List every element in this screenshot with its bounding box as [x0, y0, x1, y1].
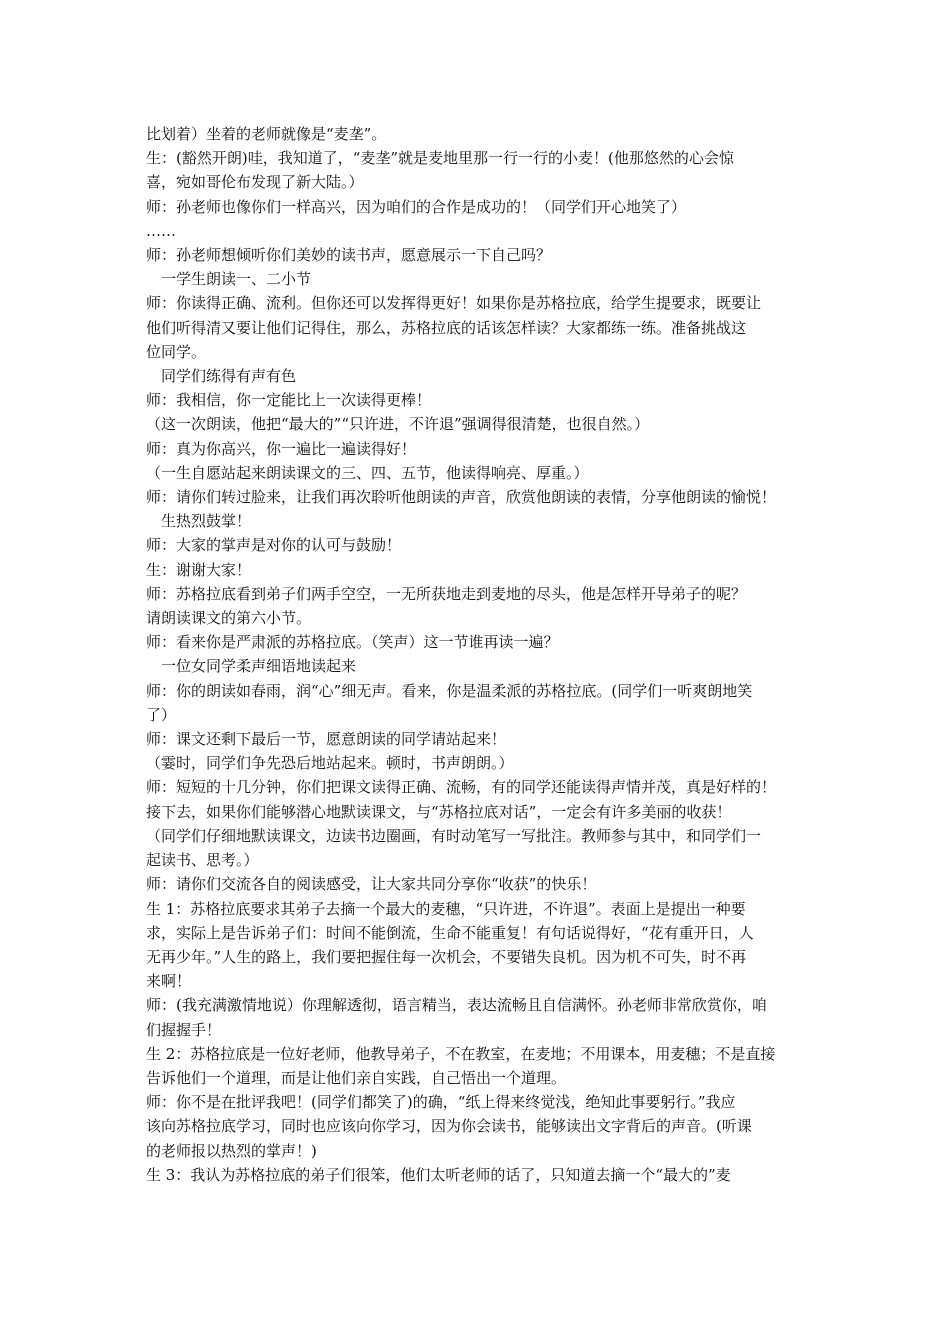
text-line: 生：(豁然开朗)哇，我知道了，“麦垄”就是麦地里那一行一行的小麦！(他那悠然的心会惊 [146, 149, 734, 168]
text-line: 生 3：我认为苏格拉底的弟子们很笨，他们太听老师的话了，只知道去摘一个“最大的”麦 [146, 1165, 731, 1184]
text-line: 师：课文还剩下最后一节，愿意朗读的同学请站起来！ [146, 730, 507, 749]
text-line: （同学们仔细地默读课文，边读书边圈画，有时动笔写一写批注。教师参与其中，和同学们一 [146, 826, 762, 845]
text-line: 师：真为你高兴，你一遍比一遍读得好！ [146, 439, 417, 458]
text-line: 师：短短的十几分钟，你们把课文读得正确、流畅，有的同学还能读得声情并茂，真是好样的！ [146, 778, 777, 797]
text-line: 师：孙老师想倾听你们美妙的读书声，愿意展示一下自己吗？ [146, 246, 552, 265]
text-line: 师：看来你是严肃派的苏格拉底。（笑声）这一节谁再读一遍？ [146, 633, 559, 652]
text-line: 师：你的朗读如春雨，润“心”细无声。看来，你是温柔派的苏格拉底。(同学们一听爽朗地笑 [146, 681, 753, 700]
text-line: 起读书、思考。） [146, 851, 259, 870]
text-line: 生 2：苏格拉底是一位好老师，他教导弟子，不在教室，在麦地；不用课本，用麦穗；不是直接 [146, 1044, 776, 1063]
text-line: 师：苏格拉底看到弟子们两手空空，一无所获地走到麦地的尽头，他是怎样开导弟子的呢？ [146, 584, 747, 603]
text-line: 告诉他们一个道理，而是让他们亲自实践，自己悟出一个道理。 [146, 1068, 567, 1087]
text-line: 一位女同学柔声细语地读起来 [161, 657, 357, 676]
text-line: 师：请你们转过脸来，让我们再次聆听他朗读的声音，欣赏他朗读的表情，分享他朗读的愉悦！ [146, 488, 777, 507]
text-line: 无再少年。”人生的路上，我们要把握住每一次机会，不要错失良机。因为机不可失，时不再 [146, 947, 747, 966]
text-line: 请朗读课文的第六小节。 [146, 609, 312, 628]
text-line: 了） [146, 705, 177, 724]
text-line: 生：谢谢大家！ [146, 560, 252, 579]
text-line: 求，实际上是告诉弟子们：时间不能倒流，生命不能重复！有句话说得好，“花有重开日，人 [146, 923, 754, 942]
text-line: （霎时，同学们争先恐后地站起来。顿时，书声朗朗。） [146, 754, 514, 773]
text-line: 比划着）坐着的老师就像是“麦垄”。 [146, 125, 387, 143]
text-line: …… [146, 221, 176, 240]
text-line: 位同学。 [146, 342, 207, 361]
text-line: 他们听得清又要让他们记得住，那么，苏格拉底的话该怎样读？大家都练一练。准备挑战这 [146, 318, 747, 337]
text-line: 生热烈鼓掌！ [161, 512, 252, 531]
text-line: 来啊！ [146, 972, 192, 991]
text-line: 师：请你们交流各自的阅读感受，让大家共同分享你“收获”的快乐！ [146, 875, 597, 894]
text-line: 接下去，如果你们能够潜心地默读课文，与“苏格拉底对话”，一定会有许多美丽的收获！ [146, 802, 732, 821]
text-line: 师：我相信，你一定能比上一次读得更棒！ [146, 391, 432, 410]
text-line: 们握握手！ [146, 1020, 222, 1039]
text-line: 师：你不是在批评我吧！(同学们都笑了)的确，“纸上得来终觉浅，绝知此事要躬行。”我应 [146, 1093, 736, 1112]
text-line: （这一次朗读，他把“最大的”“只许进，不许退”强调得很清楚，也很自然。） [146, 415, 650, 434]
text-line: 一学生朗读一、二小节 [161, 270, 312, 289]
text-line: 喜，宛如哥伦布发现了新大陆。） [146, 173, 364, 192]
text-line: （一生自愿站起来朗读课文的三、四、五节，他读得响亮、厚重。） [146, 463, 589, 482]
text-line: 师：孙老师也像你们一样高兴，因为咱们的合作是成功的！（同学们开心地笑了） [146, 197, 687, 216]
document-body [146, 122, 811, 1187]
text-line: 同学们练得有声有色 [161, 367, 297, 386]
text-line: 师：你读得正确、流利。但你还可以发挥得更好！如果你是苏格拉底，给学生提要求，既要让 [146, 294, 762, 313]
text-line: 该向苏格拉底学习，同时也应该向你学习，因为你会读书，能够读出文字背后的声音。(听课 [146, 1117, 752, 1136]
text-line: 师：(我充满激情地说）你理解透彻，语言精当，表达流畅且自信满怀。孙老师非常欣赏你，咱 [146, 996, 767, 1015]
text-line: 的老师报以热烈的掌声！) [146, 1141, 317, 1160]
text-line: 师：大家的掌声是对你的认可与鼓励！ [146, 536, 402, 555]
text-line: 生 1：苏格拉底要求其弟子去摘一个最大的麦穗，“只许进，不许退”。表面上是提出一种要 [146, 899, 746, 918]
